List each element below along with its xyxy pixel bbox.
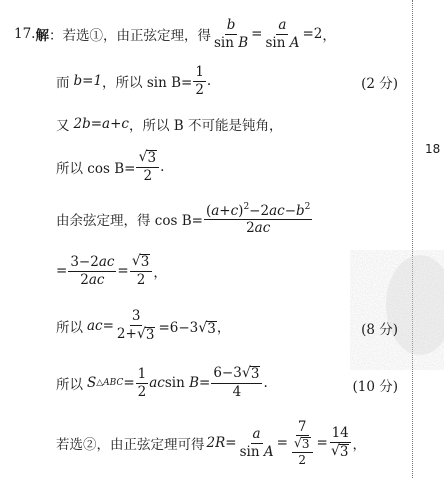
- text: 由余弦定理，得 cos B=: [56, 213, 203, 229]
- solution-line-6: = $\frac{3-2ac}{2ac}$ = √ 3 2 ，: [56, 253, 167, 289]
- text: ：若选①，由正弦定理，得: [48, 28, 211, 44]
- fraction-law-of-cosines: $\frac{(a+c)^2-2ac-b^2}{2ac}$: [205, 201, 311, 236]
- solution-line-9: 若选②，由正弦定理可得 2R = $\frac{a}{\text{sin A}}$ = 7 √ 3 2 = 14 √ 3 ，: [56, 418, 366, 467]
- solution-line-8: 所以 S △ABC = $\frac{1}{2}$ acsin B= 6−3 √ 3 4 .: [56, 365, 268, 401]
- solution-line-4: 所以 cos B= √ 3 2 .: [56, 149, 165, 185]
- text: 所以: [56, 377, 83, 393]
- faded-seal-stamp: [350, 250, 444, 370]
- fraction-3-minus-2ac: $\frac{3-2ac}{2ac}$: [70, 254, 115, 288]
- text: 若选②，由正弦定理可得: [56, 437, 205, 453]
- fraction-14-over-sqrt3: 14 √ 3: [330, 425, 349, 460]
- solution-line-5: [56, 198, 313, 240]
- fraction-3-over-2plussqrt3: 3 2+ √ 3: [116, 308, 155, 343]
- fraction-b-sinB: $\frac{b}{\text{sin B}}$: [213, 17, 249, 51]
- solution-label: 解: [35, 28, 49, 44]
- fraction-a-sinA: $\frac{a}{\text{sin A}}$: [265, 17, 300, 51]
- text: ，所以 B 不可能是钝角，: [128, 118, 283, 134]
- text: ，所以 sin B=: [102, 75, 193, 91]
- solution-line-7: 所以 ac = 3 2+ √ 3 =6−3 √ 3 ，: [56, 308, 231, 343]
- solution-line-1: 17. 解 ：若选①，由正弦定理，得 $\frac{b}{\text{sin B}}$ = $\frac{a}{\text{sin A}}$ =2 ，: [14, 17, 336, 51]
- score-8: (8 分): [361, 322, 398, 338]
- solution-line-2: 而 b=1 ，所以 sin B= $\frac{1}{2}$ .: [56, 64, 212, 98]
- solution-line-3: [56, 114, 282, 134]
- fraction-a-sinA: $\frac{a}{\text{sin A}}$: [239, 426, 274, 460]
- fraction-one-half: $\frac{1}{2}$: [195, 64, 204, 98]
- margin-dotted-line: [412, 0, 413, 478]
- fraction-sqrt3-2: √ 3 2: [130, 254, 153, 287]
- text: 所以 cos B=: [56, 161, 136, 177]
- problem-number: 17.: [14, 26, 36, 42]
- equation: 2b=a+c: [73, 116, 129, 132]
- fraction-sqrt3-2: √ 3 2: [136, 150, 159, 183]
- score-10: (10 分): [352, 379, 398, 395]
- text: 又: [56, 118, 70, 134]
- fraction-one-half: $\frac{1}{2}$: [137, 366, 147, 400]
- page-number: 18: [425, 142, 441, 156]
- fraction-7-over-sqrt3-2: 7 √ 3 2: [289, 420, 316, 467]
- fraction-area-result: 6−3 √ 3 4: [211, 366, 262, 399]
- score-2: (2 分): [361, 76, 398, 92]
- text: ，: [322, 28, 336, 44]
- text: 所以: [56, 320, 83, 336]
- text: 而: [56, 75, 70, 91]
- equation: b=1: [73, 73, 103, 89]
